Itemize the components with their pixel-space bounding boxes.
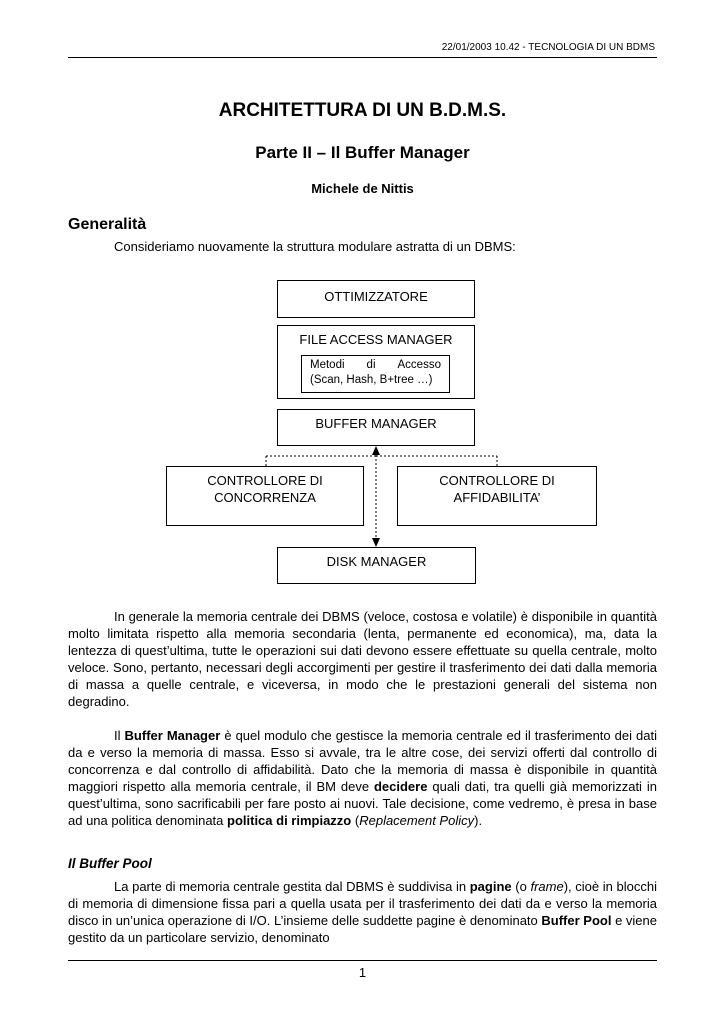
p2-text-3: quali dati, tra quelli già memorizzati in quest’ultima, sono sacrificabili per fare posto ai nuovi. Tale decisione, come vedremo, è presa in base ad una politica denominata xyxy=(68,779,657,828)
reliability-controller-box xyxy=(397,466,597,526)
author-name: Michele de Nittis xyxy=(311,181,414,196)
access-methods-word-1: Metodi xyxy=(310,359,345,371)
disk-manager-box xyxy=(277,547,476,584)
paragraph-buffer-manager xyxy=(68,727,657,829)
page-number: 1 xyxy=(358,965,367,980)
access-methods-box xyxy=(301,355,450,393)
access-methods-line-2: (Scan, Hash, B+tree …) xyxy=(310,374,433,386)
footer-rule xyxy=(68,960,657,961)
p3-bold-buffer-pool: Buffer Pool xyxy=(541,913,612,928)
paragraph-buffer-pool xyxy=(68,878,657,946)
p2-text-5: ). xyxy=(474,813,483,828)
access-methods-word-2: di xyxy=(366,359,376,371)
p2-bold-decidere: decidere xyxy=(373,779,428,794)
p3-text-1: La parte di memoria centrale gestita dal DBMS è suddivisa in xyxy=(114,879,470,894)
p2-text-4: ( xyxy=(351,813,360,828)
paragraph-memory: In generale la memoria centrale dei DBMS (veloce, costosa e volatile) è disponibile in quantità molto limitata rispetto alla memoria secondaria (lenta, permanente ed economica), ma, data la lentezza di quest’ultima, tutte le operazioni sui dati devono essere effettuate su quella centrale, molto veloce. Sono, pertanto, necessari degli accorgimenti per gestire il trasferimento dei dati dalla memoria di massa a quelle centrale, e viceversa, in modo che le prestazioni generali del sistema non degradino. xyxy=(68,609,657,709)
p3-italic-frame: frame xyxy=(530,879,564,894)
disk-manager-label: DISK MANAGER xyxy=(326,554,427,569)
p3-text-3: ), cioè in blocchi di memoria di dimensione fissa pari a quella usata per il trasferimento dei dati da e verso la memoria disco in un’unica operazione di I/O. L’insieme delle suddette pagine è denominato xyxy=(68,879,657,928)
running-header: 22/01/2003 10.42 - TECNOLOGIA DI UN BDMS xyxy=(441,42,655,53)
document-subtitle: Parte II – Il Buffer Manager xyxy=(255,143,470,162)
p2-text-1: Il xyxy=(114,728,125,743)
reliability-controller-label-2: AFFIDABILITA’ xyxy=(453,490,541,505)
reliability-controller-label-1: CONTROLLORE DI xyxy=(439,473,555,488)
concurrency-controller-label-1: CONTROLLORE DI xyxy=(207,473,323,488)
concurrency-controller-box xyxy=(166,466,364,526)
intro-sentence: Consideriamo nuovamente la struttura modulare astratta di un DBMS: xyxy=(114,239,516,254)
buffer-manager-label: BUFFER MANAGER xyxy=(315,416,437,431)
p2-bold-buffer-manager: Buffer Manager xyxy=(124,728,221,743)
p2-italic-replacement-policy: Replacement Policy xyxy=(359,813,475,828)
section-heading-buffer-pool: Il Buffer Pool xyxy=(68,856,152,871)
arrow-up-icon xyxy=(372,446,380,455)
concurrency-controller-label-2: CONCORRENZA xyxy=(214,490,316,505)
document-title: ARCHITETTURA DI UN B.D.M.S. xyxy=(218,100,507,121)
p2-text-2: è quel modulo che gestisce la memoria centrale ed il trasferimento dei dati da e verso la memoria di massa. Esso si avvale, tra le altre cose, dei servizi offerti dal controllo di concorrenza e dal controllo di affidabilità. Dato che la memoria di massa è disponibile in quantità maggiori rispetto alla memoria centrale, il BM deve xyxy=(68,728,657,794)
p3-text-4: e viene gestito da un particolare servizio, denominato xyxy=(68,913,657,945)
access-methods-word-3: Accesso xyxy=(397,359,441,371)
section-heading-generalita: Generalità xyxy=(68,216,147,233)
buffer-manager-box xyxy=(277,409,475,446)
p3-text-2: (o xyxy=(511,879,531,894)
optimizer-label: OTTIMIZZATORE xyxy=(324,289,428,304)
access-methods-line-1 xyxy=(310,358,441,373)
p3-bold-pagine: pagine xyxy=(469,879,512,894)
arrow-down-icon xyxy=(372,538,380,547)
header-rule xyxy=(68,57,657,58)
optimizer-box xyxy=(277,280,475,318)
p2-bold-politica: politica di rimpiazzo xyxy=(227,813,352,828)
file-access-manager-label: FILE ACCESS MANAGER xyxy=(299,332,453,347)
